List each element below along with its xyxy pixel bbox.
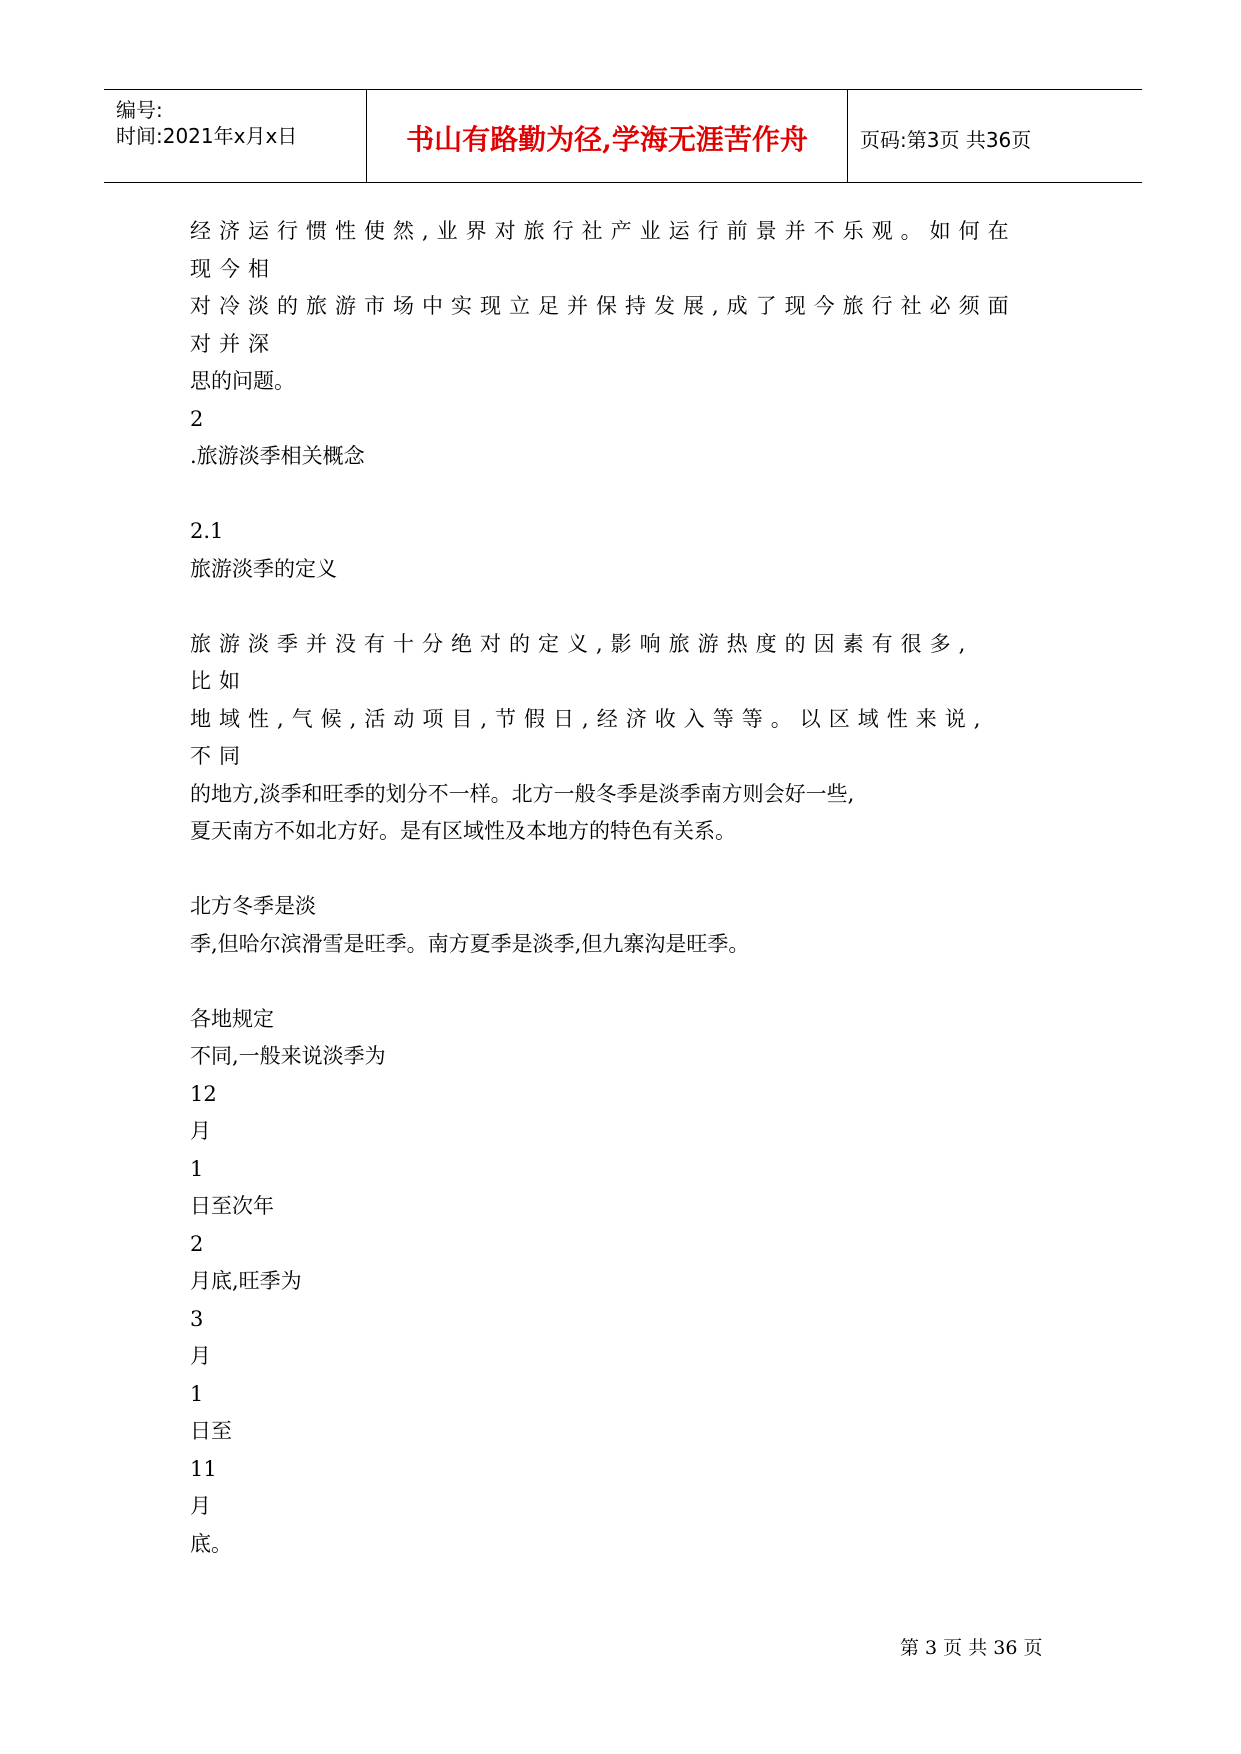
blank-line bbox=[190, 588, 1070, 626]
body-line: 现今相 bbox=[190, 256, 277, 281]
body-line: 1 bbox=[190, 1156, 204, 1181]
body-line: 底。 bbox=[190, 1531, 232, 1556]
body-line: 日至 bbox=[190, 1419, 232, 1443]
document-body bbox=[190, 213, 1070, 1563]
header-page-cell bbox=[848, 90, 1142, 182]
blank-line bbox=[190, 851, 1070, 889]
body-line: 夏天南方不如北方好。是有区域性及本地方的特色有关系。 bbox=[190, 819, 736, 843]
body-line: 北方冬季是淡 bbox=[190, 894, 316, 918]
subsection-number: 2.1 bbox=[190, 519, 224, 543]
blank-line bbox=[190, 963, 1070, 1001]
body-line: 月 bbox=[190, 1344, 211, 1368]
body-line: 对冷淡的旅游市场中实现立足并保持发展,成了现今旅行社必须面 bbox=[190, 294, 1017, 318]
body-line: 不同,一般来说淡季为 bbox=[190, 1044, 386, 1068]
body-line: 比如 bbox=[190, 669, 248, 693]
body-line: 月 bbox=[190, 1494, 211, 1518]
page-footer-number: 第 3 页 共 36 页 bbox=[900, 1637, 1043, 1659]
body-line: 对并深 bbox=[190, 331, 277, 356]
body-line: 经济运行惯性使然,业界对旅行社产业运行前景并不乐观。如何在 bbox=[190, 219, 1017, 243]
body-line: 日至次年 bbox=[190, 1194, 274, 1218]
blank-line bbox=[190, 476, 1070, 514]
body-line: 季,但哈尔滨滑雪是旺季。南方夏季是淡季,但九寨沟是旺季。 bbox=[190, 931, 750, 956]
body-line: 月 bbox=[190, 1119, 211, 1143]
body-line: 1 bbox=[190, 1381, 204, 1406]
header-page-number: 页码:第3页 共36页 bbox=[860, 128, 1032, 152]
subsection-heading: 旅游淡季的定义 bbox=[190, 556, 337, 581]
body-line: 2 bbox=[190, 1231, 204, 1256]
document-number-label: 编号: bbox=[116, 98, 163, 122]
page-header bbox=[104, 89, 1142, 183]
document-time-label: 时间:2021年x月x日 bbox=[116, 124, 298, 148]
body-line: 各地规定 bbox=[190, 1006, 274, 1031]
header-motto: 书山有路勤为径,学海无涯苦作舟 bbox=[406, 123, 808, 156]
header-motto-cell bbox=[367, 90, 848, 182]
body-line: 思的问题。 bbox=[190, 369, 295, 393]
body-line: 11 bbox=[190, 1456, 217, 1481]
body-line: 月底,旺季为 bbox=[190, 1269, 302, 1293]
header-info-cell bbox=[104, 90, 367, 182]
body-line: 旅游淡季并没有十分绝对的定义,影响旅游热度的因素有很多, bbox=[190, 631, 974, 656]
body-line: 不同 bbox=[190, 744, 248, 768]
section-heading: .旅游淡季相关概念 bbox=[190, 444, 365, 468]
body-line: 的地方,淡季和旺季的划分不一样。北方一般冬季是淡季南方则会好一些, bbox=[190, 781, 855, 806]
body-line: 地域性,气候,活动项目,节假日,经济收入等等。以区域性来说, bbox=[190, 706, 989, 731]
body-line: 12 bbox=[190, 1081, 217, 1106]
section-number: 2 bbox=[190, 406, 204, 431]
body-line: 3 bbox=[190, 1306, 204, 1331]
